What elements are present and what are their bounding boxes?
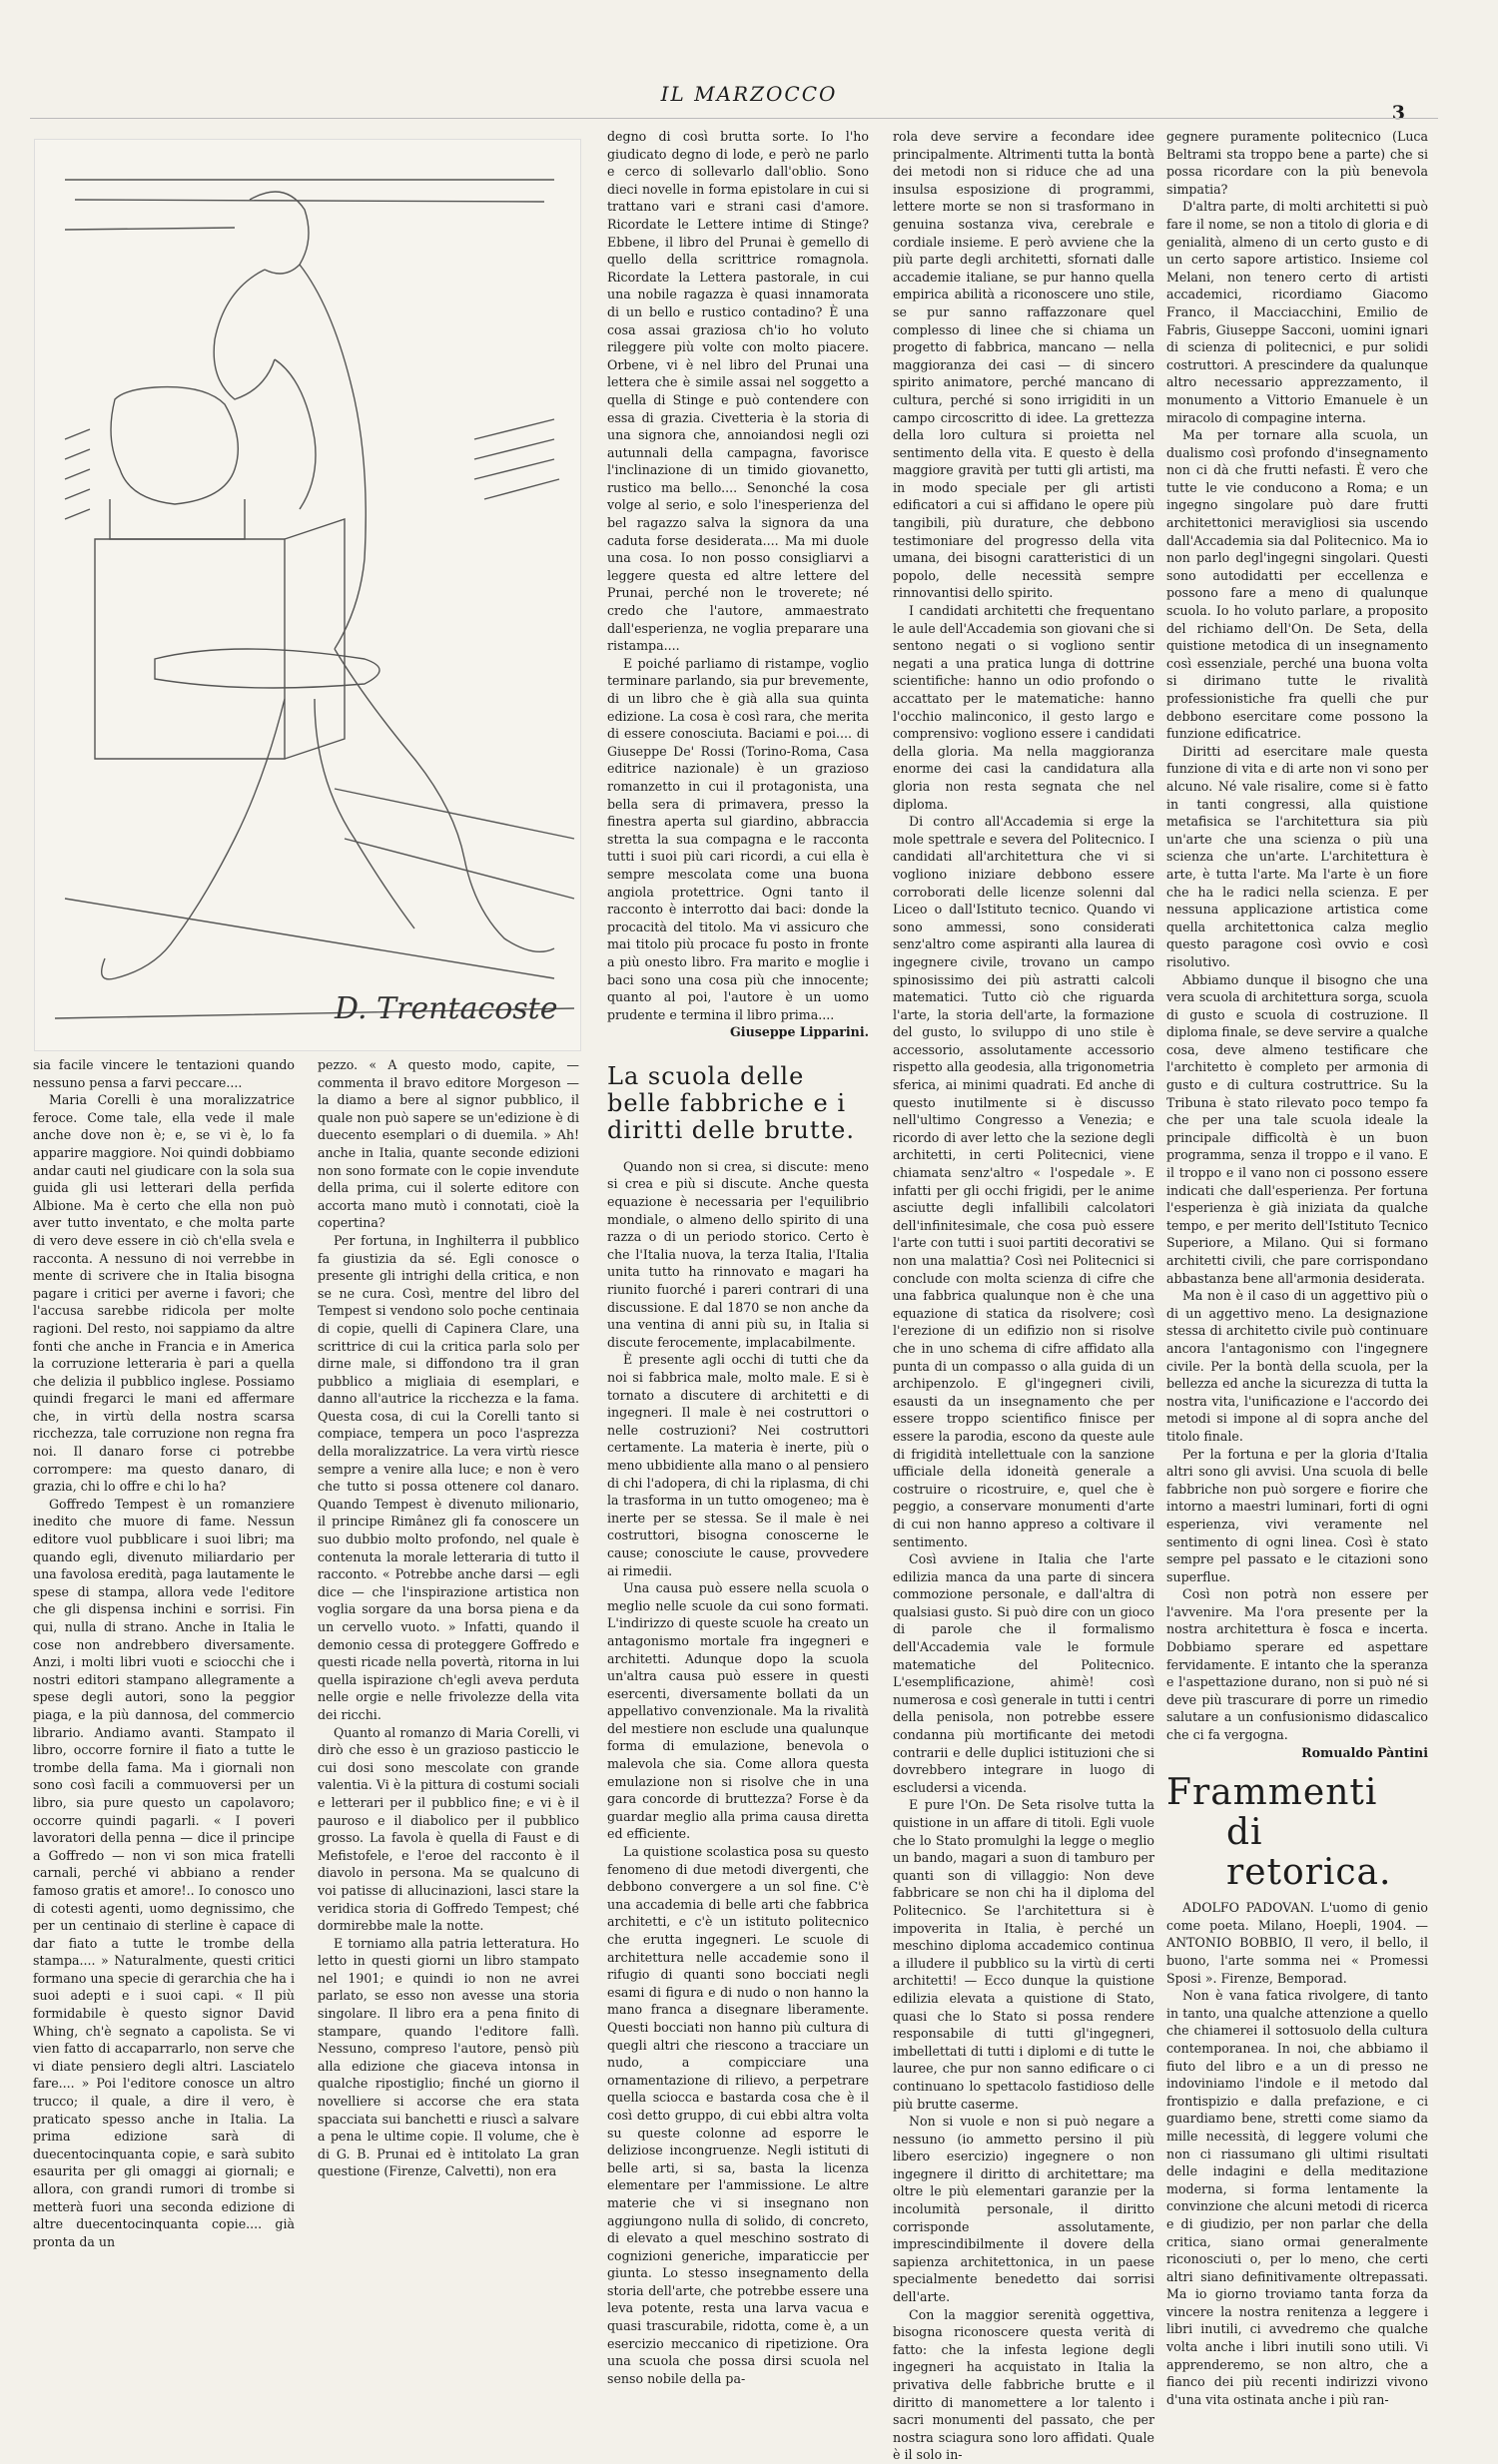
column-1: [33, 1056, 295, 2249]
paragraph: degno di così brutta sorte. Io l'ho giudicato degno di lode, e però ne parlo e cerco di sollevarlo dall'oblio. Sono dieci novelle in forma epistolare in cui si trattano vari e strani casi d'amore. Ricordate le Lettere intime di Stinge? Ebbene, il libro del Prunai è gemello di quello della scrittrice romagnola. Ricordate la Lettera pastorale, in cui una nobile ragazza è quasi innamorata di un bello e rustico contadino? È una cosa assai graziosa ch'io ho voluto rileggere più volte con molto piacere. Orbene, vi è nel libro del Prunai una lettera che è simile assai nel soggetto a quella di Stinge e può contendere con essa di grazia. Civetteria è la storia di una signora che, annoiandosi negli ozi autunnali della campagna, favorisce l'inclinazione di un timido giovanetto, rustico ma bello.... Senonché la cosa volge al serio, e solo l'inesperienza del bel ragazzo salva la signora da una caduta forse desiderata.... Ma mi duole una cosa. Io non posso consigliarvi a leggere questa ed altre lettere del Prunai, perché non le troverete; né credo che l'autore, ammaestrato dall'esperienza, ne voglia preparare una ristampa....: [607, 129, 869, 654]
paragraph: Così avviene in Italia che l'arte edilizia manca da una parte di sincera commozione personale, e dall'altra di qualsiasi gusto. Si può dire con un gioco di parole che il formalismo dell'Accademia vale le formule matematiche del Politecnico. L'esemplificazione, ahimè! così numerosa e così generale in tutti i centri della penisola, non potrebbe essere condanna più mortificante dei metodi contrarii e delle duplici istituzioni che si dovrebbero integrare in luogo di escludersi a vicenda.: [893, 1551, 1154, 1795]
author-signature: Romualdo Pàntini: [1301, 1744, 1428, 1760]
article-title: La scuola delle belle fabbriche e i diritti delle brutte.: [607, 1061, 855, 1144]
paragraph: D'altra parte, di molti architetti si può fare il nome, se non a titolo di gloria e di genialità, almeno di un certo gusto e di un certo sapore artistico. Insieme col Melani, non tenero certo di artisti accademici, ricordiamo Giacomo Franco, il Macciacchini, Emilio de Fabris, Giuseppe Sacconi, uomini ignari di scienza di politecnici, e pur solidi costruttori. A prescindere da qualunque altro necessario apprezzamento, il monumento a Vittorio Emanuele è un miracolo di compagine interna.: [1166, 199, 1428, 425]
paragraph: Maria Corelli è una moralizzatrice feroce. Come tale, ella vede il male anche dove non è; e, se vi è, lo fa apparire maggiore. Noi quindi dobbiamo andar cauti nel giudicare con la sola sua guida gli usi letterari della perfida Albione. Ma è certo che ella non può aver tutto inventato, e che molta parte di vero deve essere in ciò ch'ella svela e racconta. A nessuno di noi verrebbe in mente di scrivere che in Italia bisogna pagare i critici per averne i favori; che l'accusa sarebbe ridicola per molte ragioni. Del resto, noi sappiamo da altre fonti che anche in Francia e in America la corruzione letteraria è pari a quella che delizia il pubblico inglese. Possiamo quindi fregarci le mani ed affermare che, in virtù della nostra scarsa ricchezza, tale corruzione non regna fra noi. Il danaro forse ci potrebbe corrompere: ma questo danaro, di grazia, chi lo offre e chi lo ha?: [33, 1092, 295, 1495]
bibliography-entry: ADOLFO PADOVAN. L'uomo di genio come poeta. Milano, Hoepli, 1904. — ANTONIO BOBBIO, Il vero, il bello, il buono, l'arte somma nei « Promessi Sposi ». Firenze, Bemporad.: [1166, 1900, 1428, 1986]
paragraph: Goffredo Tempest è un romanziere inedito che muore di fame. Nessun editore vuol pubblicare i suoi libri; ma quando egli, divenuto miliardario per una favolosa eredità, paga lautamente le spese di stampa, allora vede l'editore che gli dispensa inchini e sorrisi. Fin qui, nulla di strano. Anche in Italia le cose non andrebbero diversamente. Anzi, i molti libri vuoti e sciocchi che i nostri editori stampano allegramente a spese degli autori, sono la peggior piaga, e la più dannosa, del commercio librario. Andiamo avanti. Stampato il libro, occorre fornire il fiato a tutte le trombe della fama. Ma i giornali non sono così facili a commuoversi per un libro, sia pure questo un capolavoro; occorre quindi pagarli. « I poveri lavoratori della penna — dice il principe a Goffredo — non vi son mica fratelli carnali, perché vi abbiano a render famoso gratis et amore!.. Io conosco uno di cotesti agenti, uomo degnissimo, che per un centinaio di sterline è capace di dar fiato a tutte le trombe della stampa.... » Naturalmente, questi critici formano una specie di gerarchia che ha i suoi adepti e i suoi capi. « Il più formidabile è questo signor David Whing, ch'è segnato a capolista. Se vi vien fatto di accaparrarlo, non serve che vi diate pensiero degli altri. Lasciatelo fare.... » Poi l'editore conosce un altro trucco; il quale, a dire il vero, è praticato spesso anche in Italia. La prima edizione sarà di duecentocinquanta copie, e sarà subito esaurita per gli omaggi ai giornali; e allora, con grandi rumori di trombe si metterà fuori una seconda edizione di altre duecentocinquanta copie.... già pronta da un: [33, 1496, 295, 2249]
article-title-large: [1166, 1773, 1428, 1893]
paragraph: La quistione scolastica posa su questo fenomeno di due metodi divergenti, che debbono convergere a un sol fine. C'è una accademia di belle arti che fabbrica architetti, e c'è un istituto politecnico che erutta ingegneri. Le scuole di architettura nelle accademie sono il rifugio di quanti sono bocciati negli esami di figura e di nudo o non hanno la mano franca a disegnare liberamente. Questi bocciati non hanno più cultura di quegli altri che riescono a tracciare un nudo, a compicciare una ornamentazione di rilievo, a perpetrare quella sciocca e bastarda cosa che è il così detto gruppo, di cui ebbi altra volta su queste colonne ad esporre le deliziose incongruenze. Negli istituti di belle arti, si sa, basta la licenza elementare per l'ammissione. Le altre materie che vi si insegnano non aggiungono nulla di solido, di concreto, di elevato a quel meschino sostrato di cognizioni generiche, imparaticcie per giunta. Lo stesso insegnamento della storia dell'arte, che potrebbe essere una leva potente, resta una larva vacua e quasi trascurabile, ridotta, come è, a un esercizio meccanico di ripetizione. Ora una scuola che possa dirsi scuola nel senso nobile della pa-: [607, 1844, 869, 2386]
paragraph: Abbiamo dunque il bisogno che una vera scuola di architettura sorga, scuola di gusto e scuola di costruzione. Il diploma finale, se deve servire a qualche cosa, deve almeno testificare che l'architetto è completo per armonia di gusto e di cultura costruttrice. Su la Tribuna è stato rilevato poco tempo fa che per una tale scuola ideale la principale difficoltà è un buon programma, senza il troppo e il vano. E il troppo e il vano non ci possono essere indicati che dall'esperienza. Per fortuna l'esperienza è già iniziata da qualche tempo, e per merito dell'Istituto Tecnico Superiore, a Milano. Qui si formano architetti civili, che pare corrispondano abbastanza bene all'armonia desiderata.: [1166, 971, 1428, 1286]
title-line-1: Frammenti: [1166, 1772, 1378, 1814]
paragraph: Non è vana fatica rivolgere, di tanto in tanto, una qualche attenzione a quello che chiamerei il sottosuolo della cultura contemporanea. In noi, che abbiamo il fiuto del libro e a un di presso ne indoviniamo l'indole e il metodo dal frontispizio e dalla prefazione, e ci guardiamo bene, stretti come siamo da mille necessità, di leggere volumi che non ci riassumano gli ultimi risultati delle indagini e della meditazione moderna, si forma lentamente la convinzione che alcuni metodi di ricerca e di giudizio, per non parlar che della critica, siano ormai generalmente riconosciuti o, per lo meno, che certi altri siano definitivamente oltrepassati. Ma io giorno troviamo tanta forza da vincere la nostra renitenza a leggere i libri inutili, ci avvedremo che qualche volta anche i libri inutili sono utili. Vi apprenderemo, se non altro, che a fianco dei più recenti indirizzi vivono d'una vita ostinata anche i più ran-: [1166, 1988, 1428, 2407]
paragraph: I candidati architetti che frequentano le aule dell'Accademia son giovani che si sentono negati o si vogliono sentir negati a una pratica lunga di dottrine scientifiche: hanno un odio profondo o accattato per le matematiche: hanno l'occhio malinconico, il gesto largo e comprensivo: vogliono essere i candidati della gloria. Ma nella maggioranza enorme dei casi la candidatura alla gloria non resta segnata che nel diploma.: [893, 603, 1154, 812]
paragraph: Non si vuole e non si può negare a nessuno (io ammetto persino il più libero esercizio) ingegnere o non ingegnere il diritto di architettare; ma oltre le più elementari garanzie per la incolumità personale, il diritto corrisponde assolutamente, imprescindibilmente il dovere della sapienza architettonica, in un paese specialmente benedetto dai sorrisi dell'arte.: [893, 2114, 1154, 2305]
paragraph: E poiché parliamo di ristampe, voglio terminare parlando, sia pur brevemente, di un libro che è già alla sua quinta edizione. La cosa è così rara, che merita di essere conosciuta. Baciami e poi.... di Giuseppe De' Rossi (Torino-Roma, Casa editrice nazionale) è un grazioso romanzetto in cui il protagonista, una bella sera di primavera, presso la finestra aperta sul giardino, abbraccia stretta la sua compagna e le racconta tutti i suoi più cari ricordi, a cui ella è sempre mescolata come una buona angiola protettrice. Ogni tanto il racconto è interrotto dai baci: donde la procacità del titolo. Ma vi assicuro che mai titolo più procace fu posto in fronte a più onesto libro. Fra marito e moglie i baci sono una cosa più che innocente; quanto al poi, l'autore è un uomo prudente e termina il libro prima....: [607, 655, 869, 1022]
artist-signature: D. Trentacoste: [335, 991, 558, 1026]
page-number: 3: [1391, 102, 1405, 124]
column-2: [318, 1056, 579, 2179]
paragraph: pezzo. « A questo modo, capite, — commenta il bravo editore Morgeson — la diamo a bere al signor pubblico, il quale non può sapere se un'edizione è di duecento esemplari o di duemila. » Ah! anche in Italia, quante seconde edizioni non sono formate con le copie invendute della prima, cui il solerte editore con accorta mano mutò i connotati, cioè la copertina?: [318, 1057, 579, 1231]
column-3: [607, 128, 869, 2386]
paragraph: Per fortuna, in Inghilterra il pubblico fa giustizia da sé. Egli conosce o presente gli intrighi della critica, e non se ne cura. Così, mentre del libro del Tempest si vendono solo poche centinaia di copie, quelli di Capinera Clare, una scrittrice di cui la critica parla solo per dirne male, si diffondono tra il gran pubblico a migliaia di esemplari, e danno all'autrice la ricchezza e la fama. Questa cosa, di cui la Corelli tanto si compiace, tempera un poco l'asprezza della moralizzatrice. La vera virtù riesce sempre a venire alla luce; e non è vero che tutto si possa ottenere col danaro. Quando Tempest è divenuto milionario, il principe Rimânez gli fa conoscere un suo dubbio molto profondo, nel quale è contenuta la morale letteraria di tutto il racconto. « Potrebbe anche darsi — egli dice — che l'inspirazione artistica non voglia sorgare da una borsa piena e da un cervello vuoto. » Infatti, quando il demonio cessa di proteggere Goffredo e questi ricade nella povertà, ritorna in lui quella ispirazione ch'egli aveva perduta nelle orgie e nelle frivolezze della vita dei ricchi.: [318, 1232, 579, 1722]
masthead: IL MARZOCCO: [660, 82, 838, 106]
paragraph: sia facile vincere le tentazioni quando nessuno pensa a farvi peccare....: [33, 1057, 295, 1090]
paragraph: Diritti ad esercitare male questa funzione di vita e di arte non vi sono per alcuno. Né vale risalire, come si è fatto in tanti congressi, alla quistione metafisica se l'architettura sia più un'arte che una scienza o più una scienza che un'arte. L'architettura è arte, è tutta l'arte. Ma l'arte è un fiore che ha le radici nella scienza. E per nessuna applicazione artistica come quella architettonica calza meglio questo paragone così ovvio e così risolutivo.: [1166, 743, 1428, 969]
paragraph: Di contro all'Accademia si erge la mole spettrale e severa del Politecnico. I candidati all'architettura che vi si vogliono iniziare debbono essere corroborati delle licenze solenni dal Liceo o dall'Istituto tecnico. Quando vi sono ammessi, sono considerati senz'altro come aspiranti alla laurea di ingegnere civile, trovano un campo spinosissimo dei più astratti calcoli matematici. Tutto ciò che riguarda l'arte, la storia dell'arte, la formazione del gusto, lo sviluppo di uno stile è accessorio, assolutamente accessorio rispetto alla geodesia, alla trigonometria sferica, ai minimi quadrati. Ed anche di questo inutilmente si è discusso nell'ultimo Congresso a Venezia; e ricordo di aver letto che la sezione degli architetti, in certi Politecnici, viene chiamata senz'altro « l'ospedale ». E infatti per gli occhi frigidi, per le anime asciutte degli infallibili calcolatori dell'infinitesimale, che cosa può essere l'arte con tutti i suoi partiti decorativi se non una malattia? Così nei Politecnici si conclude con molta scienza di cifre che una fabbrica qualunque non è che una equazione di statica da risolvere; così l'erezione di un edifizio non si risolve che in uno schema di cifre affidato alla punta di un compasso o alla guida di un archipenzolo. E gl'ingegneri civili, esausti da un insegnamento che per essere troppo scientifico finisce per essere la parodia, escono da queste aule di frigidità intellettuale con la sanzione ufficiale della idoneità generale a costruire o ricostruire, e, quel che è peggio, a conservare monumenti d'arte di cui non hanno appreso a coltivare il sentimento.: [893, 814, 1154, 1549]
title-line-2: di retorica.: [1226, 1812, 1392, 1894]
column-5: [1166, 128, 1428, 2407]
paragraph: Così non potrà non essere per l'avvenire. Ma l'ora presente per la nostra architettura è fosca e incerta. Dobbiamo sperare ed aspettare fervidamente. E intanto che la speranza e l'aspettazione durano, non si può né si deve più trascurare di porre un rimedio salutare a un confusionismo didascalico che ci fa vergogna.: [1166, 1586, 1428, 1743]
paragraph: E torniamo alla patria letteratura. Ho letto in questi giorni un libro stampato nel 1901; e quindi io non ne avrei parlato, se esso non avesse una storia singolare. Il libro era a pena finito di stampare, quando l'editore fallì. Nessuno, compreso l'autore, pensò più alla edizione che giaceva intonsa in qualche ripostiglio; finché un giorno il novelliere si accorse che era stata spacciata sui banchetti e riuscì a salvare a pena le ultime copie. Il volume, che è di G. B. Prunai ed è intitolato La gran questione (Firenze, Calvetti), non era: [318, 1935, 579, 2179]
column-4: [893, 128, 1154, 2463]
paragraph: Una causa può essere nella scuola o meglio nelle scuole da cui sono formati. L'indirizzo di queste scuole ha creato un antagonismo mortale fra ingegneri e architetti. Adunque dopo la scuola un'altra causa può essere in questi esercenti, diversamente bollati da un appellativo convenzionale. Ma la rivalità del mestiere non esclude una qualunque forma di emulazione, benevola o malevola che sia. Come allora questa emulazione non si risolve che in una gara concorde di bruttezza? Forse è da guardar meglio alla prima causa diretta ed efficiente.: [607, 1580, 869, 1842]
paragraph: Ma per tornare alla scuola, un dualismo così profondo d'insegnamento non ci dà che frutti nefasti. È vero che tutte le vie conducono a Roma; e un ingegno singolare può dare frutti architettonici meravigliosi sia uscendo dall'Accademia sia dal Politecnico. Ma io non parlo degl'ingegni singolari. Questi sono autodidatti per eccellenza e possono fare a meno di qualunque scuola. Io ho voluto parlare, a proposito del richiamo dell'On. De Seta, della quistione metodica di un insegnamento così essenziale, perché una buona volta si dirimano tutte le rivalità professionistiche fra quelli che pur debbono esercitare come possono la funzione edificatrice.: [1166, 427, 1428, 742]
author-signature: Giuseppe Lipparini.: [730, 1024, 869, 1040]
paragraph: gegnere puramente politecnico (Luca Beltrami sta troppo bene a parte) che si possa ricordare con la più benevola simpatia?: [1166, 129, 1428, 197]
paragraph: E pure l'On. De Seta risolve tutta la quistione in un affare di titoli. Egli vuole che lo Stato promulghi la legge o meglio un bando, magari a suon di tamburo per quanti son di villaggio: Non deve fabbricare se non chi ha il diploma del Politecnico. Se l'architettura si è impoverita in Italia, è perché un meschino diploma accademico continua a illudere il pubblico su la virtù di certi architetti! — Ecco dunque la quistione edilizia elevata a quistione di Stato, quasi che lo Stato si possa rendere responsabile di tutti gl'ingegneri, imbellettati di tutti i diplomi e di tutte le lauree, che pur non sanno edificare o ci continuano lo spettacolo fastidioso delle più brutte caserme.: [893, 1797, 1154, 2112]
paragraph: È presente agli occhi di tutti che da noi si fabbrica male, molto male. E si è tornato a discutere di architetti e di ingegneri. Il male è nei costruttori o nelle costruzioni? Nei costruttori certamente. La materia è inerte, più o meno ubbidiente alla mano o al pensiero di chi l'adopera, di chi la riplasma, di chi la trasforma in un tutto omogeneo; ma è inerte per se stessa. Se il male è nei costruttori, bisogna conoscerne le cause; conosciute le cause, provvedere ai rimedii.: [607, 1352, 869, 1578]
seated-figure-drawing: [35, 140, 580, 1050]
paragraph: Ma non è il caso di un aggettivo più o di un aggettivo meno. La designazione stessa di architetto civile può continuare ancora l'antagonismo con l'ingegnere civile. Per la bontà della scuola, per la bellezza ed anche la sicurezza di tutta la nostra vita, l'unificazione e l'accordo dei metodi si impone al di sopra anche del titolo finale.: [1166, 1288, 1428, 1444]
paragraph: Per la fortuna e per la gloria d'Italia altri sono gli avvisi. Una scuola di belle fabbriche non può sorgere e fiorire che intorno a maestri luminari, forti di ogni esperienza, vivi veramente nel sentimento di ogni linea. Così è stato sempre pel passato e le citazioni sono superflue.: [1166, 1446, 1428, 1584]
illustration-figure: [34, 139, 581, 1051]
paragraph: rola deve servire a fecondare idee principalmente. Altrimenti tutta la bontà dei metodi non si riduce che ad una insulsa esposizione di programmi, lettere morte se non si trasformano in genuina sostanza viva, cerebrale e cordiale insieme. E però avviene che la più parte degli architetti, sfornati dalle accademie italiane, se pur hanno quella empirica abilità a riconoscere uno stile, se pur sanno raffazzonare quel complesso di linee che si chiama un progetto di fabbrica, mancano — nella maggioranza dei casi — di sincero spirito animatore, perché mancano di cultura, perché si sono irrigiditi in un campo circoscritto di idee. La grettezza della loro cultura si proietta nel sentimento della vita. E questo è della maggiore gravità per tutti gli artisti, ma in modo speciale per gli artisti edificatori a cui si affidano le opere più tangibili, più durature, che debbono testimoniare del progresso della vita umana, dei bisogni caratteristici di un popolo, delle necessità sempre rinnovantisi dello spirito.: [893, 129, 1154, 601]
paragraph: Con la maggior serenità oggettiva, bisogna riconoscere questa verità di fatto: che la infesta legione degli ingegneri ha acquistato in Italia la privativa delle fabbriche brutte e il diritto di manomettere a lor talento i sacri monumenti del passato, che per nostra sciagura sono loro affidati. Quale è il solo in-: [893, 2306, 1154, 2463]
paragraph: Quanto al romanzo di Maria Corelli, vi dirò che esso è un grazioso pasticcio le cui dosi sono mescolate con grande valentia. Vi è la pittura di costumi sociali e letterari per il pubblico fine; e vi è il pauroso e il diabolico per il pubblico grosso. La favola è quella di Faust e di Mefistofele, e l'eroe del racconto è il diavolo in persona. Ma se qualcuno di voi patisse di allucinazioni, lasci stare la veridica storia di Goffredo Tempest; ché dormirebbe male la notte.: [318, 1724, 579, 1934]
header-rule: [30, 118, 1438, 119]
paragraph: Quando non si crea, si discute: meno si crea e più si discute. Anche questa equazione è necessaria per l'equilibrio mondiale, o almeno dello spirito di una razza o di un periodo storico. Certo è che l'Italia nuova, la terza Italia, l'Italia unita tutto ha rinnovato e magari ha riunito fuorché i pareri contrari di una discussione. E dal 1870 se non anche da una ventina di anni più su, in Italia si discute ferocemente, implacabilmente.: [607, 1158, 869, 1350]
